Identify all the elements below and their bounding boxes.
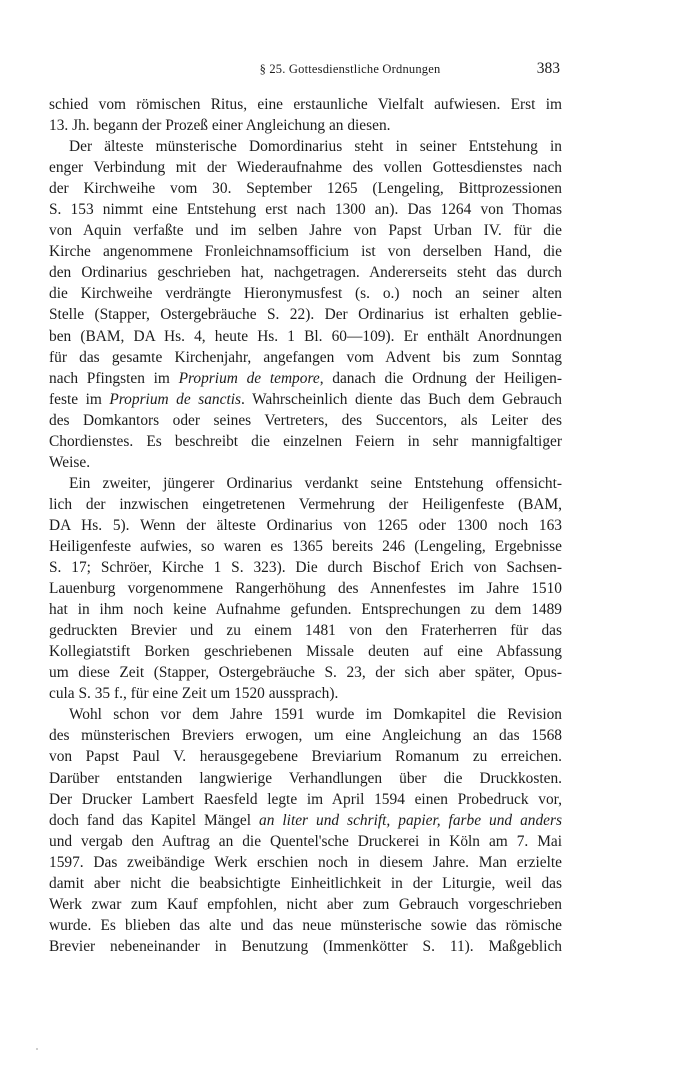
text-line: Chordienstes. Es beschreibt die einzelnen Feiern in sehr mannigfaltiger <box>49 432 562 450</box>
text-line: Der älteste münsterische Domordinarius steht in seiner Entstehung in <box>69 138 562 156</box>
text-line: S. 153 nimmt eine Entstehung erst nach 1300 an). Das 1264 von Thomas <box>49 201 562 219</box>
text-line: des münsterischen Breviers erwogen, um eine Angleichung an das 1568 <box>49 727 562 745</box>
text-line: cula S. 35 f., für eine Zeit um 1520 aussprach). <box>49 685 339 703</box>
text-line: S. 17; Schröer, Kirche 1 S. 323). Die durch Bischof Erich von Sachsen- <box>49 559 562 577</box>
running-head <box>0 62 700 82</box>
text-line <box>49 389 562 410</box>
text-line: für das gesamte Kirchenjahr, angefangen vom Advent bis zum Sonntag <box>49 348 562 366</box>
text-line: enger Verbindung mit der Wiederaufnahme des vollen Gottesdienstes nach <box>49 159 562 177</box>
text-line: Darüber entstanden langwierige Verhandlungen über die Druckkosten. <box>49 769 562 787</box>
scan-speck <box>36 1048 38 1050</box>
text-line: Wohl schon vor dem Jahre 1591 wurde im Domkapitel die Revision <box>69 706 562 724</box>
page-number: 383 <box>536 60 560 77</box>
text-line: der Kirchweihe vom 30. September 1265 (Lengeling, Bittprozessionen <box>49 180 562 198</box>
italic-term: an liter und schrift, papier, farbe und anders <box>259 811 562 829</box>
text-line: schied vom römischen Ritus, eine erstaunliche Vielfalt aufwiesen. Erst im <box>49 96 562 113</box>
text-line: des Domkantors oder seines Vertreters, des Succentors, als Leiter des <box>49 411 562 429</box>
text-line: ben (BAM, DA Hs. 4, heute Hs. 1 Bl. 60—109). Er enthält Anordnungen <box>49 327 562 345</box>
text-line: damit aber nicht die beabsichtigte Einheitlichkeit in der Liturgie, weil das <box>49 874 562 892</box>
text-line: 1597. Das zweibändige Werk erschien noch in diesem Jahre. Man erzielte <box>49 853 562 871</box>
text-line <box>49 810 562 831</box>
text-segment: . Wahrscheinlich diente das Buch dem Gebrauch <box>240 390 562 408</box>
text-line: Kollegiatstift Borken geschriebenen Missale deuten auf eine Abfassung <box>49 643 562 661</box>
text-line: Weise. <box>49 453 91 471</box>
text-line: hat in ihm noch keine Aufnahme gefunden. Entsprechungen zu dem 1489 <box>49 601 562 619</box>
text-line: den Ordinarius geschrieben hat, nachgetragen. Andererseits steht das durch <box>49 264 562 282</box>
text-line: Brevier nebeneinander in Benutzung (Immenkötter S. 11). Maßgeblich <box>49 937 562 955</box>
italic-term: Proprium de tempore <box>178 369 320 387</box>
text-line: 13. Jh. begann der Prozeß einer Angleichung an diesen. <box>49 117 391 135</box>
text-line: wurde. Es blieben das alte und das neue münsterische sowie das römische <box>49 916 562 934</box>
text-line: DA Hs. 5). Wenn der älteste Ordinarius von 1265 oder 1300 noch 163 <box>49 516 562 534</box>
running-title: § 25. Gottesdienstliche Ordnungen <box>259 62 441 76</box>
text-line: Der Drucker Lambert Raesfeld legte im April 1594 einen Probedruck vor, <box>49 790 562 808</box>
text-line: von Aquin verfaßte und im selben Jahre von Papst Urban IV. für die <box>49 222 562 240</box>
text-line: die Kirchweihe verdrängte Hieronymusfest (s. o.) noch an seiner alten <box>49 285 562 303</box>
text-line: Werk zwar zum Kauf empfohlen, nicht aber zum Gebrauch vorgeschrieben <box>49 895 562 913</box>
text-line: Kirche angenommene Fronleichnamsofficium ist von derselben Hand, die <box>49 243 562 261</box>
text-line <box>49 368 562 389</box>
text-segment: , danach die Ordnung der Heiligen- <box>319 369 562 387</box>
text-segment: feste im <box>49 390 110 408</box>
italic-term: Proprium de sanctis <box>109 390 241 408</box>
text-line: um diese Zeit (Stapper, Ostergebräuche S. 23, der sich aber später, Opus- <box>49 664 562 682</box>
text-segment: nach Pfingsten im <box>49 369 179 387</box>
text-line: lich der inzwischen eingetretenen Vermehrung der Heiligenfeste (BAM, <box>49 495 562 513</box>
text-line: gedruckten Brevier und zu einem 1481 von den Fraterherren für das <box>49 622 562 640</box>
text-line: Lauenburg vorgenommene Rangerhöhung des Annenfestes im Jahre 1510 <box>49 580 562 598</box>
text-line: Stelle (Stapper, Ostergebräuche S. 22). Der Ordinarius ist erhalten geblie- <box>49 306 562 324</box>
body-text <box>49 94 562 957</box>
text-segment: doch fand das Kapitel Mängel <box>49 811 260 829</box>
text-line: von Papst Paul V. herausgegebene Breviarium Romanum zu erreichen. <box>49 748 562 766</box>
text-line: Heiligenfeste aufwies, so waren es 1365 bereits 246 (Lengeling, Ergebnisse <box>49 537 562 555</box>
text-line: Ein zweiter, jüngerer Ordinarius verdankt seine Entstehung offensicht- <box>69 474 562 492</box>
text-line: und vergab den Auftrag an die Quentel'sche Druckerei in Köln am 7. Mai <box>49 832 562 850</box>
